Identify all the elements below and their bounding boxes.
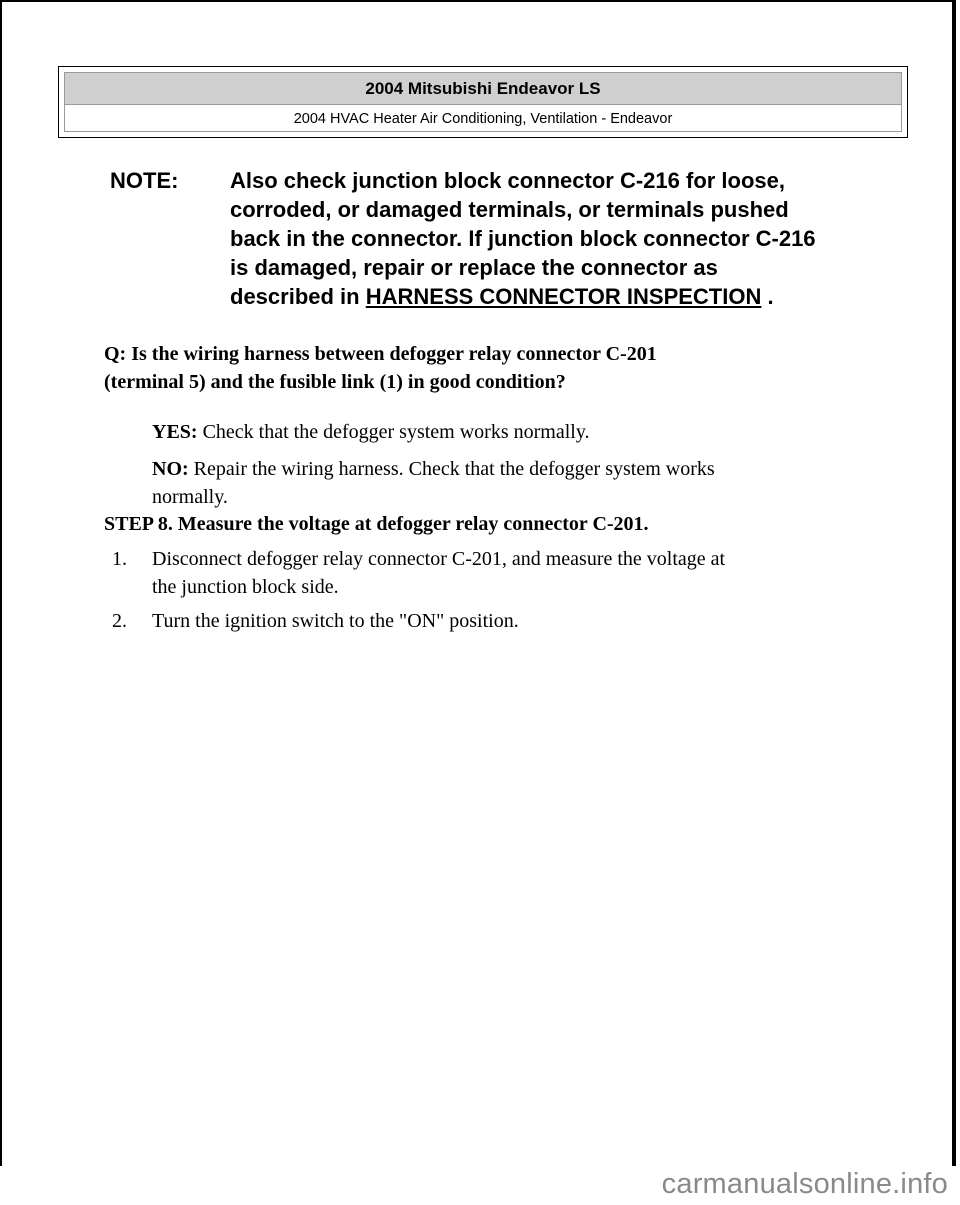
yes-label: YES: [152,421,198,443]
header-subtitle: 2004 HVAC Heater Air Conditioning, Ventilation - Endeavor [293,111,673,127]
question [104,340,884,396]
note-label: NOTE: [110,168,179,193]
watermark: carmanualsonline.info [661,1168,948,1200]
list-text: Turn the ignition switch to the "ON" position. [152,610,519,632]
harness-connector-inspection-link[interactable]: HARNESS CONNECTOR INSPECTION [365,284,762,309]
note-line: is damaged, repair or replace the connector as [230,255,718,280]
list-text: the junction block side. [152,576,339,598]
note-line-last [230,282,910,311]
question-line: Q: Is the wiring harness between defogger relay connector C-201 [104,343,657,365]
no-label: NO: [152,458,189,480]
no-text: Repair the wiring harness. Check that the defogger system works [188,458,715,480]
note-text: described in [230,284,366,309]
list-number: 2. [112,610,127,632]
list-number: 1. [112,548,127,570]
step-heading: STEP 8. Measure the voltage at defogger relay connector C-201. [104,513,649,535]
question-line: (terminal 5) and the fusible link (1) in good condition? [104,371,566,393]
note-line: Also check junction block connector C-216 for loose, [230,168,786,193]
note-line: corroded, or damaged terminals, or terminals pushed [230,197,789,222]
no-text-continued: normally. [152,486,228,508]
answer-yes [152,418,892,446]
yes-text: Check that the defogger system works normally. [197,421,590,443]
note-text: . [761,284,774,309]
list-text: Disconnect defogger relay connector C-201, and measure the voltage at [152,548,726,570]
document-header [58,66,908,138]
note-body [230,166,910,311]
header-inner [64,72,902,132]
answer-no [152,455,892,511]
header-title: 2004 Mitsubishi Endeavor LS [65,73,901,105]
note-line: back in the connector. If junction block connector C-216 [230,226,816,251]
